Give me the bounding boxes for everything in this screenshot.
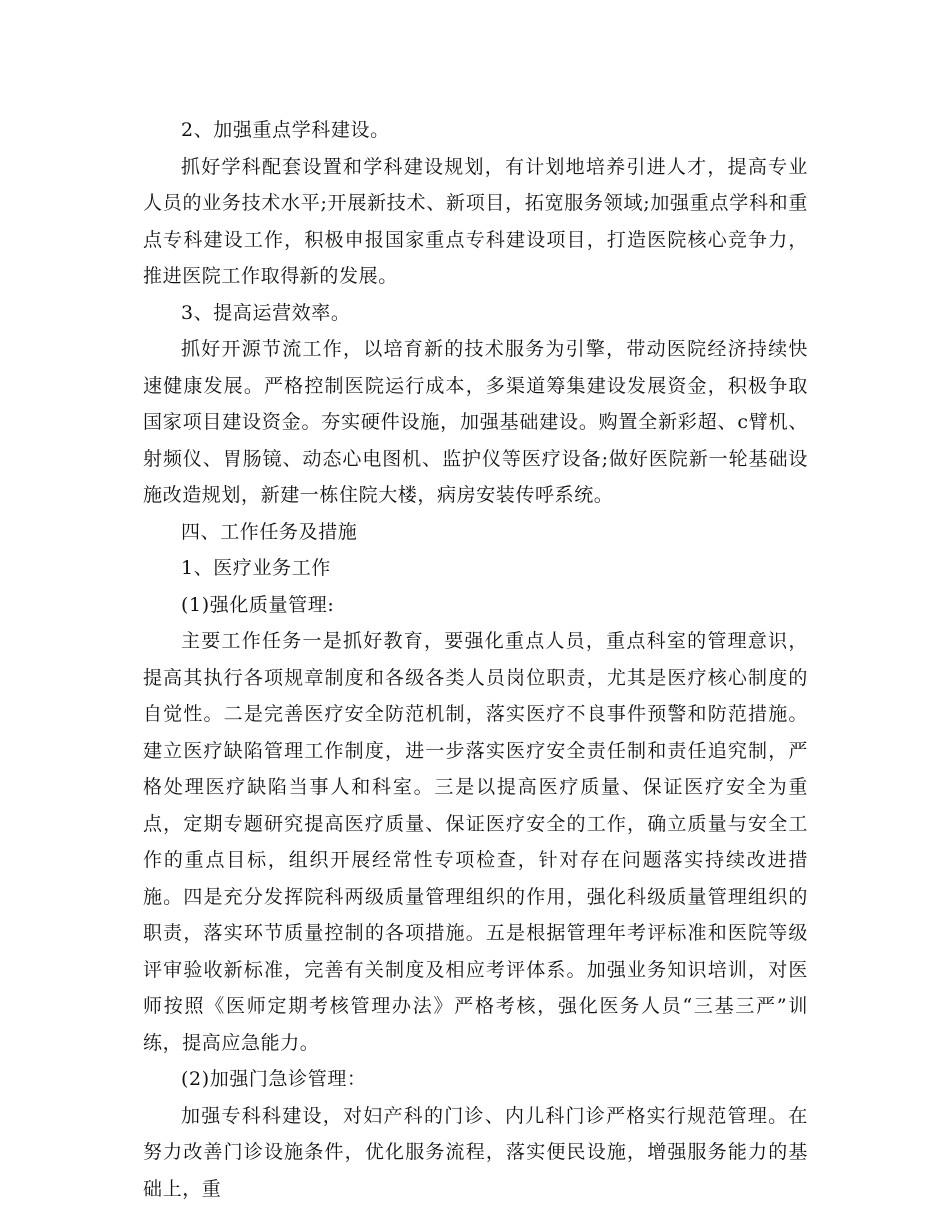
paragraph-quality-management: 主要工作任务一是抓好教育，要强化重点人员，重点科室的管理意识，提高其执行各项规章制度和各级各类人员岗位职责，尤其是医疗核心制度的自觉性。二是完善医疗安全防范机制，落实医疗不良事件预警和防范措施。建立医疗缺陷管理工作制度，进一步落实医疗安全责任制和责任追究制，严格处理医疗缺陷当事人和科室。三是以提高医疗质量、保证医疗安全为重点，定期专题研究提高医疗质量、保证医疗安全的工作，确立质量与安全工作的重点目标，组织开展经常性专项检查，针对存在问题落实持续改进措施。四是充分发挥院科两级质量管理组织的作用，强化科级质量管理组织的职责，落实环节质量控制的各项措施。五是根据管理年考评标准和医院等级评审验收新标准，完善有关制度及相应考评体系。加强业务知识培训，对医师按照《医师定期考核管理办法》严格考核，强化医务人员“三基三严”训练，提高应急能力。 (143, 630, 808, 1054)
paragraph-key-disciplines: 抓好学科配套设置和学科建设规划，有计划地培养引进人才，提高专业人员的业务技术水平;开展新技术、新项目，拓宽服务领域;加强重点学科和重点专科建设工作，积极申报国家重点专科建设项目，打造医院核心竞争力，推进医院工作取得新的发展。 (143, 155, 808, 287)
item-heading-quality-management: (1)强化质量管理: (181, 593, 335, 616)
section-heading-key-disciplines: 2、加强重点学科建设。 (181, 119, 390, 141)
paragraph-outpatient-management: 加强专科科建设，对妇产科的门诊、内儿科门诊严格实行规范管理。在努力改善门诊设施条件，优化服务流程，落实便民设施，增强服务能力的基础上，重 (143, 1104, 808, 1200)
section-heading-efficiency: 3、提高运营效率。 (181, 301, 351, 324)
document-body (143, 112, 808, 1207)
section-heading-tasks-measures: 四、工作任务及措施 (181, 520, 358, 543)
paragraph-efficiency: 抓好开源节流工作，以培育新的技术服务为引擎，带动医院经济持续快速健康发展。严格控制医院运行成本，多渠道筹集建设发展资金，积极争取国家项目建设资金。夯实硬件设施，加强基础建设。购置全新彩超、c臂机、射频仪、胃肠镜、动态心电图机、监护仪等医疗设备;做好医院新一轮基础设施改造规划，新建一栋住院大楼，病房安装传呼系统。 (143, 338, 808, 506)
subsection-heading-medical-work: 1、医疗业务工作 (181, 557, 331, 579)
item-heading-outpatient-management: (2)加强门急诊管理： (181, 1068, 367, 1090)
